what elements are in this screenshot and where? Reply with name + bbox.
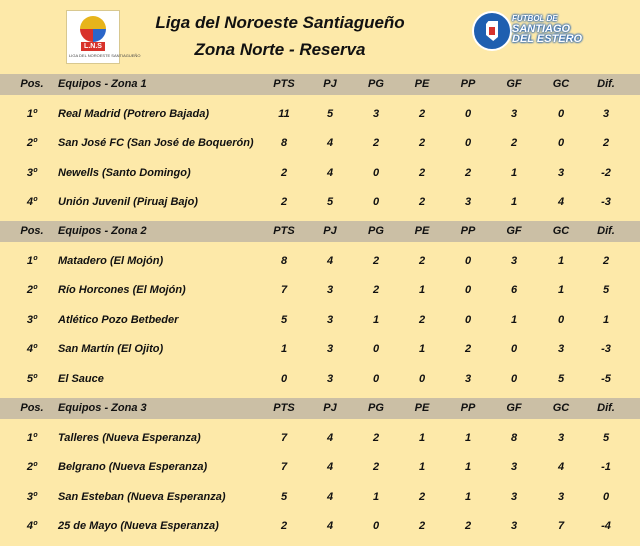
dif-cell: 3: [602, 108, 610, 120]
pe-cell: 2: [418, 313, 426, 326]
gf-cell: 2: [510, 137, 518, 150]
pp-cell: 0: [464, 255, 472, 267]
pe-cell: 2: [418, 490, 426, 503]
pg-cell: 1: [372, 490, 380, 503]
pj-cell: 5: [326, 196, 334, 209]
position-cell: 4º: [26, 196, 38, 209]
map-badge-icon: [472, 11, 512, 51]
pg-cell: 0: [372, 343, 380, 356]
pp-cell: 3: [464, 196, 472, 209]
gf-cell: 3: [510, 108, 518, 120]
pe-cell: 2: [418, 166, 426, 179]
pp-cell: 0: [464, 313, 472, 326]
col-gf: GF: [506, 402, 522, 414]
position-cell: 1º: [26, 432, 38, 444]
pts-cell: 2: [280, 166, 288, 179]
logo-right-line3: DEL ESTERO: [512, 33, 583, 45]
team-name-cell: Atlético Pozo Betbeder: [58, 313, 179, 326]
pe-cell: 1: [418, 284, 426, 297]
pp-cell: 1: [464, 461, 472, 474]
pg-cell: 0: [372, 196, 380, 209]
pp-cell: 0: [464, 108, 472, 120]
col-pos: Pos.: [20, 402, 44, 414]
table-row: [0, 188, 640, 217]
dif-cell: -2: [601, 166, 611, 179]
pg-cell: 2: [372, 284, 380, 297]
pe-cell: 2: [418, 196, 426, 209]
pts-cell: 11: [278, 108, 290, 120]
gc-cell: 3: [557, 490, 565, 503]
table-row: [0, 512, 640, 541]
pts-cell: 1: [280, 343, 288, 356]
pts-cell: 8: [280, 255, 288, 267]
pj-cell: 4: [326, 490, 334, 503]
col-pj: PJ: [323, 78, 337, 90]
gf-cell: 1: [510, 313, 518, 326]
pts-cell: 8: [280, 137, 288, 150]
gf-cell: 1: [510, 196, 518, 209]
gf-cell: 6: [510, 284, 518, 297]
table-row: [0, 483, 640, 512]
col-pj: PJ: [323, 225, 337, 237]
col-gf: GF: [506, 78, 522, 90]
ball-icon: [80, 16, 106, 42]
pj-cell: 5: [326, 108, 334, 120]
gf-cell: 8: [510, 432, 518, 444]
logo-right-line1: FUTBOL DE: [512, 14, 558, 23]
team-name-cell: Talleres (Nueva Esperanza): [58, 432, 201, 444]
table-row: [0, 365, 640, 394]
gc-cell: 1: [557, 284, 565, 297]
col-pts: PTS: [273, 225, 295, 237]
dif-cell: 5: [602, 284, 610, 297]
team-name-cell: Río Horcones (El Mojón): [58, 284, 186, 297]
col-dif: Dif.: [597, 78, 615, 90]
pj-cell: 3: [326, 372, 334, 385]
gc-cell: 5: [557, 372, 565, 385]
col-gc: GC: [552, 78, 570, 90]
col-pe: PE: [414, 402, 430, 414]
col-pts: PTS: [273, 78, 295, 90]
table-row: [0, 306, 640, 335]
page-header: [0, 0, 640, 70]
gc-cell: 3: [557, 166, 565, 179]
pts-cell: 5: [280, 490, 288, 503]
zone-header-3: [0, 398, 640, 419]
league-logo: [66, 10, 141, 64]
table-row: [0, 276, 640, 305]
col-gc: GC: [552, 402, 570, 414]
pp-cell: 2: [464, 520, 472, 533]
logo-sub-text: LIGA DEL NOROESTE SANTIAGUEÑO: [69, 53, 141, 58]
pg-cell: 2: [372, 432, 380, 444]
table-row: [0, 335, 640, 364]
gc-cell: 7: [557, 520, 565, 533]
table-row: [0, 129, 640, 158]
col-pe: PE: [414, 225, 430, 237]
dif-cell: -1: [601, 461, 611, 474]
col-pp: PP: [460, 402, 476, 414]
zone-header-2: [0, 221, 640, 242]
table-row: [0, 247, 640, 276]
col-gc: GC: [552, 225, 570, 237]
pts-cell: 2: [280, 520, 288, 533]
team-name-cell: San Martín (El Ojito): [58, 343, 164, 356]
col-pe: PE: [414, 78, 430, 90]
logo-band-text: L.N.S: [81, 42, 105, 51]
position-cell: 2º: [26, 137, 38, 150]
col-dif: Dif.: [597, 402, 615, 414]
gc-cell: 3: [557, 432, 565, 444]
col-pts: PTS: [273, 402, 295, 414]
team-name-cell: 25 de Mayo (Nueva Esperanza): [58, 520, 219, 533]
pg-cell: 2: [372, 461, 380, 474]
team-name-cell: Real Madrid (Potrero Bajada): [58, 108, 209, 120]
pj-cell: 4: [326, 432, 334, 444]
pts-cell: 5: [280, 313, 288, 326]
position-cell: 3º: [26, 490, 38, 503]
pj-cell: 4: [326, 137, 334, 150]
pp-cell: 1: [464, 490, 472, 503]
team-name-cell: Belgrano (Nueva Esperanza): [58, 461, 208, 474]
col-pos: Pos.: [20, 78, 44, 90]
pj-cell: 3: [326, 343, 334, 356]
pg-cell: 0: [372, 166, 380, 179]
position-cell: 3º: [26, 313, 38, 326]
pts-cell: 7: [280, 461, 288, 474]
table-row: [0, 100, 640, 129]
pg-cell: 0: [372, 372, 380, 385]
zone-header-1: [0, 74, 640, 95]
pp-cell: 0: [464, 137, 472, 150]
col-pj: PJ: [323, 402, 337, 414]
pts-cell: 7: [280, 432, 288, 444]
table-row: [0, 424, 640, 453]
position-cell: 2º: [26, 284, 38, 297]
position-cell: 1º: [26, 108, 38, 120]
pj-cell: 3: [326, 284, 334, 297]
pe-cell: 1: [418, 432, 426, 444]
gc-cell: 1: [557, 255, 565, 267]
pe-cell: 2: [418, 255, 426, 267]
pe-cell: 0: [418, 372, 426, 385]
gc-cell: 0: [557, 313, 565, 326]
gf-cell: 3: [510, 520, 518, 533]
col-gf: GF: [506, 225, 522, 237]
team-name-cell: San Esteban (Nueva Esperanza): [58, 490, 226, 503]
pg-cell: 1: [372, 313, 380, 326]
team-name-cell: Matadero (El Mojón): [58, 255, 164, 267]
dif-cell: -3: [601, 196, 611, 209]
col-pp: PP: [460, 225, 476, 237]
gf-cell: 3: [510, 461, 518, 474]
dif-cell: -3: [601, 343, 611, 356]
pts-cell: 0: [280, 372, 288, 385]
dif-cell: -5: [601, 372, 611, 385]
position-cell: 4º: [26, 343, 38, 356]
dif-cell: 1: [602, 313, 610, 326]
santiago-del-estero-logo: [472, 11, 592, 53]
pe-cell: 2: [418, 137, 426, 150]
gf-cell: 3: [510, 490, 518, 503]
col-pg: PG: [368, 78, 384, 90]
gf-cell: 3: [510, 255, 518, 267]
col-team-zone: Equipos - Zona 3: [58, 402, 147, 414]
gf-cell: 0: [510, 343, 518, 356]
col-pp: PP: [460, 78, 476, 90]
pp-cell: 3: [464, 372, 472, 385]
pts-cell: 2: [280, 196, 288, 209]
pe-cell: 2: [418, 520, 426, 533]
dif-cell: 5: [602, 432, 610, 444]
pg-cell: 2: [372, 137, 380, 150]
dif-cell: -4: [601, 520, 611, 533]
pj-cell: 4: [326, 520, 334, 533]
team-name-cell: San José FC (San José de Boquerón): [58, 137, 254, 150]
position-cell: 4º: [26, 520, 38, 533]
gc-cell: 4: [557, 461, 565, 474]
dif-cell: 0: [602, 490, 610, 503]
gc-cell: 0: [557, 108, 565, 120]
col-pg: PG: [368, 402, 384, 414]
dif-cell: 2: [602, 137, 610, 150]
pe-cell: 2: [418, 108, 426, 120]
pts-cell: 7: [280, 284, 288, 297]
gc-cell: 0: [557, 137, 565, 150]
table-row: [0, 453, 640, 482]
pg-cell: 0: [372, 520, 380, 533]
team-name-cell: Unión Juvenil (Piruaj Bajo): [58, 196, 198, 209]
pj-cell: 4: [326, 166, 334, 179]
pe-cell: 1: [418, 461, 426, 474]
team-name-cell: El Sauce: [58, 372, 104, 385]
pj-cell: 4: [326, 255, 334, 267]
position-cell: 5º: [26, 372, 38, 385]
col-team-zone: Equipos - Zona 2: [58, 225, 147, 237]
pp-cell: 2: [464, 343, 472, 356]
gc-cell: 4: [557, 196, 565, 209]
logo-right-line2: SANTIAGO: [512, 23, 571, 35]
gf-cell: 0: [510, 372, 518, 385]
gf-cell: 1: [510, 166, 518, 179]
page-subtitle: Zona Norte - Reserva: [194, 40, 366, 59]
position-cell: 3º: [26, 166, 38, 179]
table-row: [0, 159, 640, 188]
pp-cell: 0: [464, 284, 472, 297]
dif-cell: 2: [602, 255, 610, 267]
pe-cell: 1: [418, 343, 426, 356]
pg-cell: 3: [372, 108, 380, 120]
position-cell: 1º: [26, 255, 38, 267]
position-cell: 2º: [26, 461, 38, 474]
pp-cell: 2: [464, 166, 472, 179]
page-title: Liga del Noroeste Santiagueño: [155, 13, 405, 32]
pp-cell: 1: [464, 432, 472, 444]
col-pg: PG: [368, 225, 384, 237]
pj-cell: 4: [326, 461, 334, 474]
gc-cell: 3: [557, 343, 565, 356]
col-team-zone: Equipos - Zona 1: [58, 78, 147, 90]
col-pos: Pos.: [20, 225, 44, 237]
col-dif: Dif.: [597, 225, 615, 237]
pg-cell: 2: [372, 255, 380, 267]
pj-cell: 3: [326, 313, 334, 326]
team-name-cell: Newells (Santo Domingo): [58, 166, 191, 179]
